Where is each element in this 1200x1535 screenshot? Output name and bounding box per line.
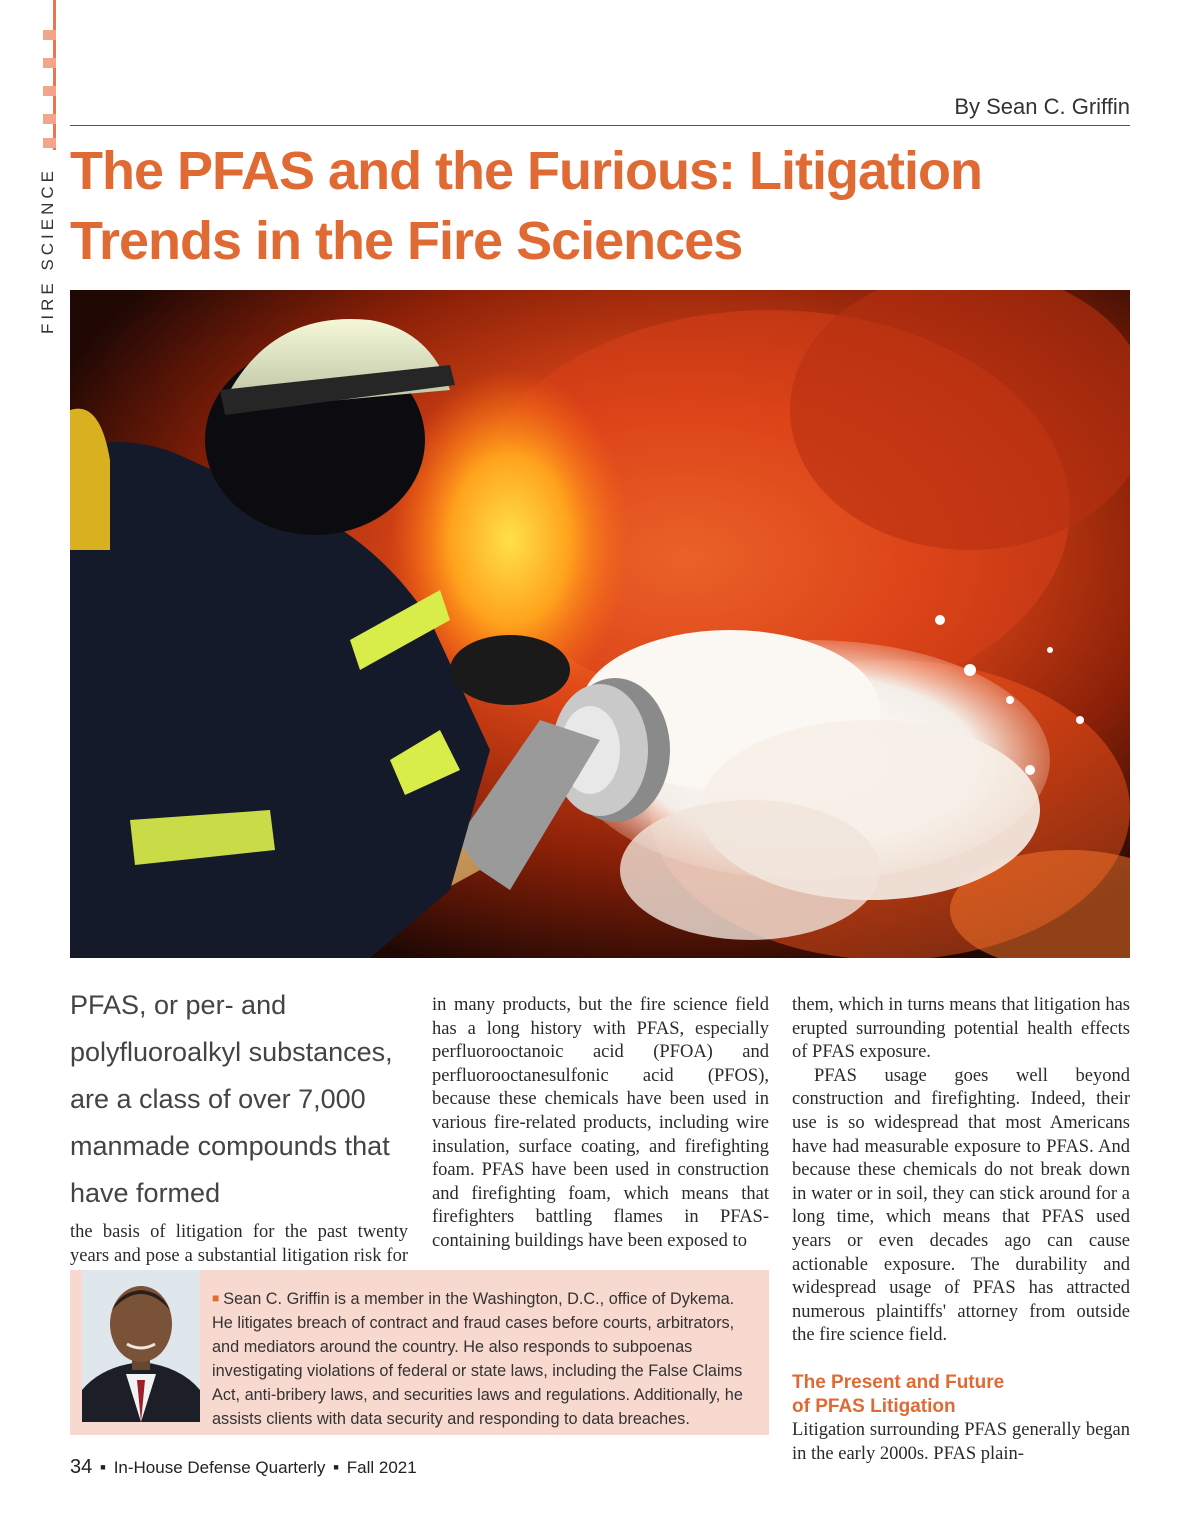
separator-square-icon: ■ — [333, 1462, 339, 1472]
col1-paragraph: the basis of litigation for the past twenty years and pose a substantial litigation risk for — [70, 1222, 408, 1266]
bullet-square-icon: ■ — [212, 1291, 220, 1305]
subhead-line-2: of PFAS Litigation — [792, 1395, 956, 1417]
col3-paragraph-1: them, which in turns means that litigation has erupted surrounding potential health effects of PFAS exposure. — [792, 995, 1130, 1063]
column-2 — [432, 994, 769, 1254]
byline: By Sean C. Griffin — [954, 94, 1130, 119]
col3-paragraph-3: Litigation surrounding PFAS generally began in the early 2000s. PFAS plain- — [792, 1419, 1130, 1464]
section-subhead — [792, 1371, 1130, 1419]
separator-square-icon: ■ — [100, 1462, 106, 1472]
publication-name: In-House Defense Quarterly — [113, 1458, 326, 1477]
article-title — [70, 136, 1070, 276]
col2-paragraph: in many products, but the fire science field has a long history with PFAS, especially perfluorooctanoic acid (PFOA) and perfluorooctanesulfonic acid (PFOS), because these chemicals have been used in various fire-related products, including wire insulation, surface coating, and firefighting foam. PFAS have been used in construction and firefighting foam, which means that firefighters battling flames in PFAS-containing buildings have been exposed to — [432, 995, 769, 1251]
section-label: FIRE SCIENCE — [38, 166, 57, 334]
col3-paragraph-2: PFAS usage goes well beyond construction and firefighting. Indeed, their use is so widespread that most Americans have had measurable exposure to PFAS. And because these chemicals do not break down in water or in soil, they can stick around for a long time, which means that PFAS used years or even decades ago can cause actionable exposure. The durability and widespread usage of PFAS has attracted numerous plaintiffs' attorney from outside the fire science field. — [792, 1065, 1130, 1346]
title-line-2: Trends in the Fire Sciences — [70, 211, 743, 271]
author-photo — [82, 1270, 200, 1422]
author-bio-box — [70, 1270, 769, 1435]
column-3 — [792, 994, 1130, 1466]
firefighter-photo — [70, 290, 1130, 958]
title-line-1: The PFAS and the Furious: Litigation — [70, 141, 982, 201]
column-1 — [70, 982, 408, 1292]
author-bio — [212, 1286, 752, 1431]
byline-rule — [70, 125, 1130, 126]
page-footer — [70, 1456, 417, 1479]
firefighter-foam-image — [70, 290, 1130, 958]
page-number: 34 — [70, 1456, 93, 1478]
issue-date: Fall 2021 — [346, 1458, 417, 1477]
side-accent-bar — [43, 0, 57, 150]
author-bio-text: Sean C. Griffin is a member in the Washington, D.C., office of Dykema. He litigates breach of contract and fraud cases before courts, arbitrators, and mediators around the country. He also responds to subpoenas investigating violations of federal or state laws, including the False Claims Act, anti-bribery laws, and securities laws and regulations. Additionally, he assists clients with data security and responding to data breaches. — [212, 1290, 743, 1428]
pull-quote: PFAS, or per- and polyfluoroalkyl substances, are a class of over 7,000 manmade compounds that have formed — [70, 990, 393, 1208]
author-portrait — [82, 1270, 200, 1422]
subhead-line-1: The Present and Future — [792, 1371, 1005, 1393]
